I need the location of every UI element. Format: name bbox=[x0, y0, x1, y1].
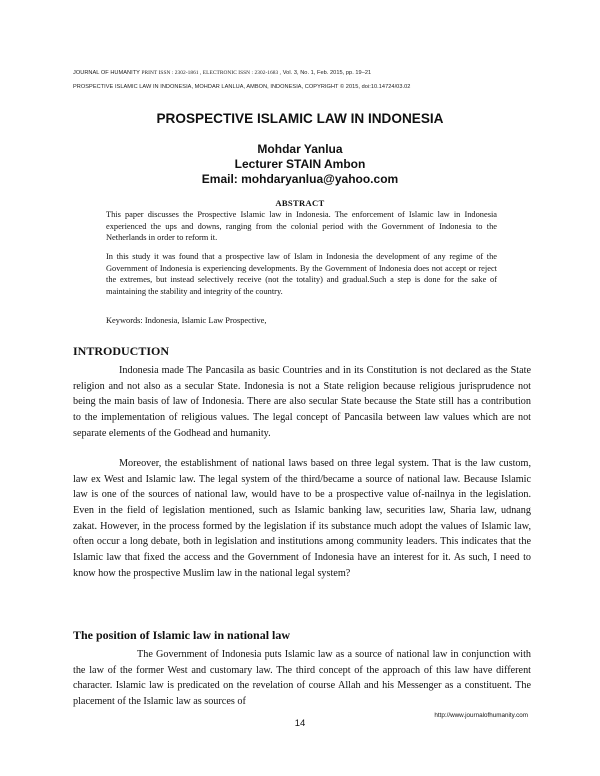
position-section-body bbox=[73, 647, 531, 710]
body-paragraph: Moreover, the establishment of national laws based on three legal system. That is the law custom, law ex West and Islamic law. The legal system of the third/became a source of national law. Because Islamic law is one of the sources of national law, would have to be a prospective value of-nailnya in the legislation. Even in the field of legislation mentioned, such as Islamic banking law, securities law, Sharia law, udnang zakat. However, in the process formed by the legislation if its substance much adopt the values of Islamic law, often occur a long debate, both in legislation and institutions among community leaders. This indicates that the Islamic law that fixed the access and the Government of Indonesia have an interest for it. As such, I need to know how the prospective Muslim law in the national legal system? bbox=[73, 458, 531, 579]
page-number: 14 bbox=[294, 718, 306, 729]
journal-url[interactable]: http://www.journalofhumanity.com bbox=[434, 712, 528, 719]
abstract-paragraph: In this study it was found that a prospective law of Islam in Indonesia the development of any regime of the Government of Indonesia is experiencing developments. By the Government of Indonesia does not accept or reject the extremes, but instead selectively receive (not the totality) and gradual.Such a step is done for the sake of maintaining the stability and integrity of the country. bbox=[106, 252, 497, 297]
author-email: Email: mohdaryanlua@yahoo.com bbox=[201, 172, 399, 186]
abstract-heading: ABSTRACT bbox=[275, 198, 325, 208]
author-position: Lecturer STAIN Ambon bbox=[234, 157, 366, 171]
introduction-heading: INTRODUCTION bbox=[73, 344, 170, 358]
position-section-heading: The position of Islamic law in national law bbox=[73, 628, 291, 642]
journal-issn: PRINT ISSN : 2302-1861 , ELECTRONIC ISSN : 2302-1683 , bbox=[141, 70, 282, 76]
introduction-body bbox=[73, 363, 531, 441]
journal-header-line bbox=[73, 70, 543, 76]
paper-title: PROSPECTIVE ISLAMIC LAW IN INDONESIA bbox=[156, 111, 444, 126]
keywords: Keywords: Indonesia, Islamic Law Prospective, bbox=[106, 316, 267, 325]
journal-volume: Vol. 3, No. 1, Feb. 2015, pp. 19–21 bbox=[282, 70, 372, 76]
body-paragraph: Indonesia made The Pancasila as basic Countries and in its Constitution is not declared as the State religion and not also as a secular State. Indonesia is not a State religion because religious jurisprudence not being the main basis of law of Indonesia. There are also secular State because the State still has a contribution to the implementation of religious values. The legal concept of Pancasila between law values which are not separate elements of the Godhead and humanity. bbox=[73, 365, 531, 439]
running-header: PROSPECTIVE ISLAMIC LAW IN INDONESIA, MOHDAR LANLUA, AMBON, INDONESIA, COPYRIGHT © 2015, doi:10.14724/03.02 bbox=[73, 84, 411, 90]
body-paragraph: The Government of Indonesia puts Islamic law as a source of national law in conjunction with the law of the former West and customary law. The third concept of the approach of this law have different character. Islamic law is predicated on the revelation of course Allah and his Messenger as a constituent. The placement of the Islamic law as sources of bbox=[73, 649, 531, 707]
introduction-body bbox=[73, 456, 531, 581]
abstract-paragraph: This paper discusses the Prospective Islamic law in Indonesia. The enforcement of Islamic law in Indonesia experienced the ups and downs, ranging from the colonial period with the Government of Indonesia to the Netherlands in order to reform it. bbox=[106, 210, 497, 243]
journal-name: JOURNAL OF HUMANITY bbox=[73, 70, 140, 76]
author-name: Mohdar Yanlua bbox=[257, 142, 343, 156]
